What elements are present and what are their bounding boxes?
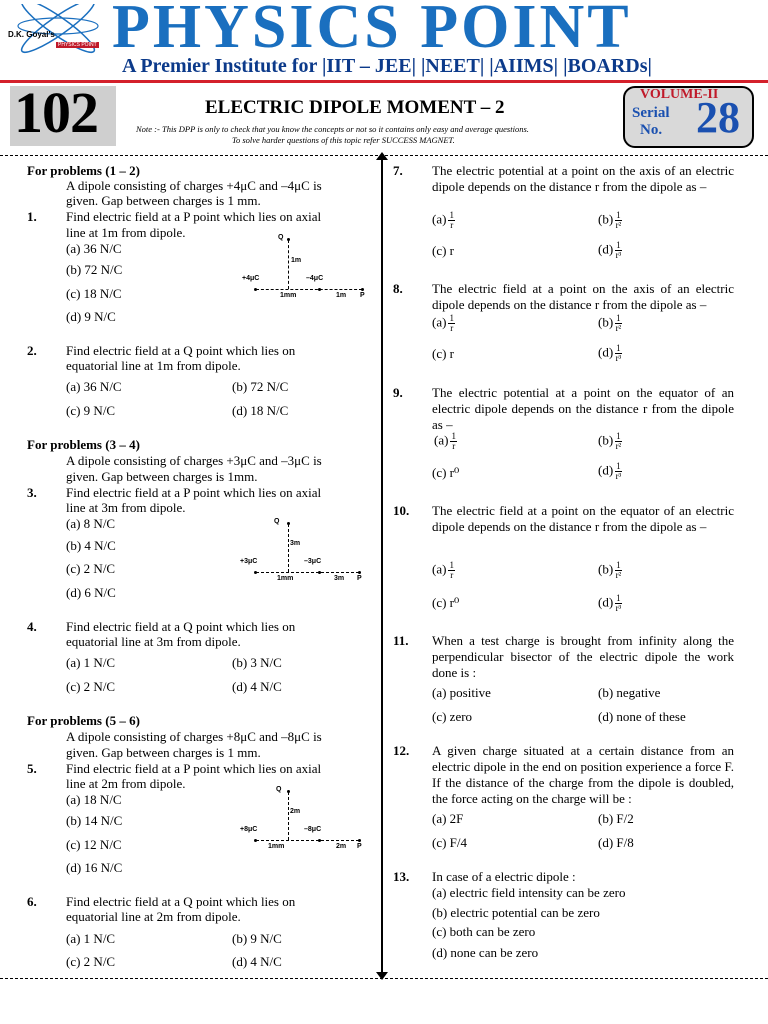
q9-option-b-fraction [615, 432, 622, 451]
fig2-p-label: P [357, 575, 362, 582]
fig2-r-label: 3m [290, 540, 301, 547]
group1-text-1: A dipole consisting of charges +4μC and –4μC is [66, 178, 322, 193]
q11-number: 11. [393, 633, 409, 648]
q6-option-c: (c) 2 N/C [66, 954, 116, 969]
column-divider [381, 158, 383, 976]
fig3-r-label: 2m [290, 808, 301, 815]
q7-option-a-label: (a) [432, 211, 447, 227]
q6-text-1: Find electric field at a Q point which lies on [66, 894, 296, 909]
fig1-r-label: 1m [291, 257, 302, 264]
q3-number: 3. [27, 485, 37, 500]
fig3-dist-label: 2m [336, 843, 347, 850]
q8-number: 8. [393, 281, 403, 296]
q8-option-d-fraction [615, 344, 622, 363]
q4-text-2: equatorial line at 3m from dipole. [66, 634, 241, 649]
q7-fd-den: r³ [615, 250, 622, 260]
q8-fa-den: r [450, 323, 454, 333]
q3-text-1: Find electric field at a P point which lies on axial [66, 485, 322, 500]
q5-number: 5. [27, 761, 37, 776]
q10-option-b-fraction [615, 561, 622, 580]
q7-option-d [598, 241, 622, 260]
fig1-equatorial-line [288, 240, 289, 289]
group1-heading: For problems (1 – 2) [27, 163, 140, 178]
dipole-figure-1 [240, 232, 370, 302]
fig3-equatorial-line [288, 792, 289, 840]
q9-option-a-fraction [450, 432, 457, 451]
q2-text-1: Find electric field at a Q point which lies on [66, 343, 296, 358]
q7-fa-num: 1 [449, 210, 454, 220]
serial-label [632, 105, 670, 139]
fig1-dist-label: 1m [336, 292, 347, 299]
q7-number: 7. [393, 163, 403, 178]
serial-number: 28 [696, 93, 740, 142]
fig1-pos-charge: +4μC [242, 275, 260, 282]
q6-text-2: equatorial line at 2m from dipole. [66, 909, 241, 924]
q5-option-a: (a) 18 N/C [66, 792, 122, 807]
q4-option-a: (a) 1 N/C [66, 655, 116, 670]
q10-option-c: (c) r⁰ [432, 595, 460, 610]
q8-option-b [598, 314, 622, 333]
q7-text: The electric potential at a point on the axis of an electric dipole depends on the distance r from the dipole as – [432, 163, 734, 194]
q9-fd-num: 1 [616, 461, 621, 471]
q13-text: In case of a electric dipole : [432, 869, 576, 884]
q9-option-a-label: (a) [434, 432, 449, 448]
q9-option-b-label: (b) [598, 432, 614, 448]
q1-option-b: (b) 72 N/C [66, 262, 123, 277]
q7-fd-num: 1 [616, 240, 621, 250]
fig3-pos-charge: +8μC [240, 826, 258, 833]
q9-fa-num: 1 [451, 431, 456, 441]
q12-number: 12. [393, 743, 410, 758]
note-line-1: Note :- This DPP is only to check that you know the concepts or not so it contains only easy and average questions. [136, 124, 529, 134]
q9-text: The electric potential at a point on the equator of an electric dipole depends on the distance r from the dipole as – [432, 385, 734, 432]
q7-fb-den: r² [615, 220, 622, 230]
q4-option-d: (d) 4 N/C [232, 679, 282, 694]
q11-option-c: (c) zero [432, 709, 473, 724]
q4-text-1: Find electric field at a Q point which lies on [66, 619, 296, 634]
q10-fb-num: 1 [616, 560, 621, 570]
q2-number: 2. [27, 343, 37, 358]
q9-option-d-fraction [615, 462, 622, 481]
q8-fb-num: 1 [616, 313, 621, 323]
fig3-axis-line [256, 840, 359, 841]
q9-fb-den: r² [615, 441, 622, 451]
fig2-neg-charge: –3μC [304, 558, 322, 565]
q10-text: The electric field at a point on the equator of an electric dipole depends on the distance r from the dipole as – [432, 503, 734, 534]
q11-option-d: (d) none of these [598, 709, 686, 724]
q7-fa-den: r [450, 220, 454, 230]
q2-option-c: (c) 9 N/C [66, 403, 116, 418]
q3-option-a: (a) 8 N/C [66, 516, 116, 531]
q1-text-2: line at 1m from dipole. [66, 225, 186, 240]
q6-option-b: (b) 9 N/C [232, 931, 282, 946]
q1-option-a: (a) 36 N/C [66, 241, 122, 256]
q10-fb-den: r² [615, 570, 622, 580]
logo-subtext: PHYSICS POINT [58, 42, 97, 48]
q7-option-a-fraction [448, 211, 455, 230]
q9-option-a [434, 432, 457, 451]
q4-option-c: (c) 2 N/C [66, 679, 116, 694]
q6-option-a: (a) 1 N/C [66, 931, 116, 946]
q3-text-2: line at 3m from dipole. [66, 500, 186, 515]
q9-option-d [598, 462, 622, 481]
q13-option-d: (d) none can be zero [432, 945, 539, 960]
q7-option-c: (c) r [432, 243, 455, 258]
q10-fa-num: 1 [449, 560, 454, 570]
q9-fb-num: 1 [616, 431, 621, 441]
fig3-q-label: Q [276, 786, 282, 793]
fig2-q-label: Q [274, 518, 280, 525]
fig1-axis-line [256, 289, 362, 290]
q9-option-d-label: (d) [598, 462, 614, 478]
q8-fa-num: 1 [449, 313, 454, 323]
q12-option-a: (a) 2F [432, 811, 464, 826]
q13-option-c: (c) both can be zero [432, 924, 536, 939]
q10-option-a [432, 561, 455, 580]
q8-option-d [598, 344, 622, 363]
q10-option-b-label: (b) [598, 561, 614, 577]
q8-text: The electric field at a point on the axis of an electric dipole depends on the distance r from the dipole as – [432, 281, 734, 312]
q7-fb-num: 1 [616, 210, 621, 220]
q6-option-d: (d) 4 N/C [232, 954, 282, 969]
fig2-axis-line [256, 572, 359, 573]
header-rule [0, 80, 768, 83]
q11-option-a: (a) positive [432, 685, 491, 700]
q5-option-b: (b) 14 N/C [66, 813, 123, 828]
dipole-figure-2 [240, 516, 370, 586]
q1-option-d: (d) 9 N/C [66, 309, 116, 324]
fig1-p-label: P [360, 292, 365, 299]
group2-text-2: given. Gap between charges is 1mm. [66, 469, 258, 484]
q2-option-b: (b) 72 N/C [232, 379, 289, 394]
q13-option-a: (a) electric field intensity can be zero [432, 885, 626, 900]
q5-option-c: (c) 12 N/C [66, 837, 122, 852]
q11-text: When a test charge is brought from infinity along the perpendicular bisector of the electric dipole the work done is : [432, 633, 734, 680]
brand-title: PHYSICS POINT [112, 0, 632, 61]
q5-text-2: line at 2m from dipole. [66, 776, 186, 791]
volume-label: VOLUME-II [640, 87, 719, 102]
q3-option-b: (b) 4 N/C [66, 538, 116, 553]
fig2-gap-label: 1mm [277, 575, 294, 582]
page-title: ELECTRIC DIPOLE MOMENT – 2 [205, 97, 505, 118]
fig3-gap-label: 1mm [268, 843, 285, 850]
q8-option-a-label: (a) [432, 314, 447, 330]
q12-option-b: (b) F/2 [598, 811, 634, 826]
q1-number: 1. [27, 209, 37, 224]
q12-option-c: (c) F/4 [432, 835, 468, 850]
q8-option-b-label: (b) [598, 314, 614, 330]
logo [8, 4, 108, 56]
q10-fd-num: 1 [616, 593, 621, 603]
q10-fa-den: r [450, 570, 454, 580]
tagline: A Premier Institute for |IIT – JEE| |NEET| |AIIMS| |BOARDs| [122, 55, 652, 77]
serial-label-line2: No. [640, 122, 663, 138]
q5-text-1: Find electric field at a P point which lies on axial [66, 761, 322, 776]
q10-option-d-fraction [615, 594, 622, 613]
logo-text: D.K. Goyal's [8, 30, 55, 39]
q1-text-1: Find electric field at a P point which lies on axial [66, 209, 322, 224]
q3-option-d: (d) 6 N/C [66, 585, 116, 600]
fig2-pos-charge: +3μC [240, 558, 258, 565]
q7-option-b-label: (b) [598, 211, 614, 227]
arrow-up-icon [376, 152, 388, 160]
q7-option-b-fraction [615, 211, 622, 230]
q10-option-b [598, 561, 622, 580]
q8-option-a-fraction [448, 314, 455, 333]
group3-text-1: A dipole consisting of charges +8μC and –8μC is [66, 729, 322, 744]
q8-option-d-label: (d) [598, 344, 614, 360]
group1-text-2: given. Gap between charges is 1 mm. [66, 193, 261, 208]
dpp-number: 102 [14, 80, 98, 145]
fig2-dist-label: 3m [334, 575, 345, 582]
q7-option-b [598, 211, 622, 230]
q6-number: 6. [27, 894, 37, 909]
group2-heading: For problems (3 – 4) [27, 437, 140, 452]
q7-option-d-label: (d) [598, 241, 614, 257]
fig1-gap-label: 1mm [280, 292, 297, 299]
q4-option-b: (b) 3 N/C [232, 655, 282, 670]
q1-option-c: (c) 18 N/C [66, 286, 122, 301]
q11-option-b: (b) negative [598, 685, 661, 700]
serial-label-line1: Serial [632, 105, 670, 121]
q10-option-a-fraction [448, 561, 455, 580]
q8-fb-den: r² [615, 323, 622, 333]
arrow-down-icon [376, 972, 388, 980]
q3-option-c: (c) 2 N/C [66, 561, 116, 576]
q8-fd-num: 1 [616, 343, 621, 353]
group3-text-2: given. Gap between charges is 1 mm. [66, 745, 261, 760]
dipole-figure-3 [240, 784, 370, 854]
q10-fd-den: r³ [615, 603, 622, 613]
fig3-p-label: P [357, 843, 362, 850]
q9-option-c: (c) r⁰ [432, 465, 460, 480]
q9-option-b [598, 432, 622, 451]
q9-fa-den: r [452, 441, 456, 451]
q9-number: 9. [393, 385, 403, 400]
q10-option-d [598, 594, 622, 613]
q9-fd-den: r³ [615, 471, 622, 481]
fig2-equatorial-line [288, 524, 289, 572]
q10-option-d-label: (d) [598, 594, 614, 610]
q5-option-d: (d) 16 N/C [66, 860, 123, 875]
q2-option-d: (d) 18 N/C [232, 403, 289, 418]
q12-text: A given charge situated at a certain distance from an electric dipole in the end on position experience a force F. If the distance of the charge from the dipole is doubled, the force acting on the charge will be : [432, 743, 734, 806]
fig1-neg-charge: –4μC [306, 275, 324, 282]
q7-option-a [432, 211, 455, 230]
group2-text-1: A dipole consisting of charges +3μC and –3μC is [66, 453, 322, 468]
q2-text-2: equatorial line at 1m from dipole. [66, 358, 241, 373]
group3-heading: For problems (5 – 6) [27, 713, 140, 728]
q8-option-a [432, 314, 455, 333]
q7-option-d-fraction [615, 241, 622, 260]
q8-option-c: (c) r [432, 346, 455, 361]
q4-number: 4. [27, 619, 37, 634]
fig1-q-label: Q [278, 234, 284, 241]
q2-option-a: (a) 36 N/C [66, 379, 122, 394]
q8-fd-den: r³ [615, 353, 622, 363]
q13-number: 13. [393, 869, 410, 884]
fig3-neg-charge: –8μC [304, 826, 322, 833]
note-line-2: To solve harder questions of this topic refer SUCCESS MAGNET. [232, 135, 455, 145]
q12-option-d: (d) F/8 [598, 835, 634, 850]
q13-option-b: (b) electric potential can be zero [432, 905, 600, 920]
q10-number: 10. [393, 503, 410, 518]
q8-option-b-fraction [615, 314, 622, 333]
q10-option-a-label: (a) [432, 561, 447, 577]
